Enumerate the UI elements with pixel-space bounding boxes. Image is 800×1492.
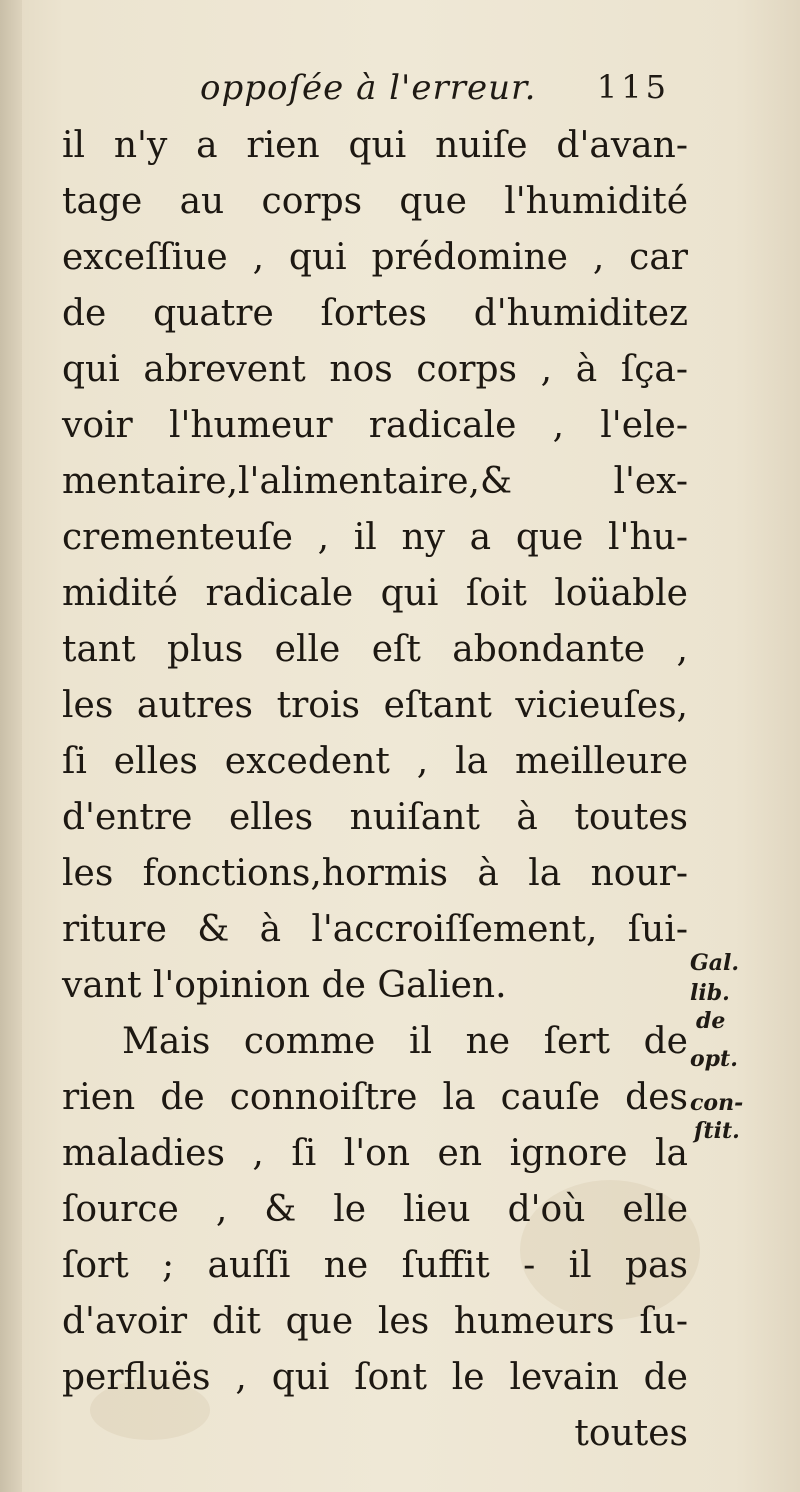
text-line: les autres trois eſtant vicieuſes, <box>62 685 688 726</box>
text-line: crementeuſe , il ny a que l'hu- <box>62 517 688 558</box>
margin-note-line: Gal. <box>690 950 740 976</box>
text-line: ſi elles excedent , la meilleure <box>62 741 688 782</box>
text-line: mentaire,l'alimentaire,& l'ex- <box>62 461 688 502</box>
margin-note-line: opt. <box>690 1046 738 1072</box>
margin-note-line: ſtit. <box>694 1118 740 1144</box>
margin-note-line: lib. <box>690 980 730 1006</box>
text-line: midité radicale qui ſoit loüable <box>62 573 688 614</box>
text-line: qui abrevent nos corps , à ſça- <box>62 349 688 390</box>
running-head <box>200 64 670 112</box>
text-line: de quatre ſortes d'humiditez <box>62 293 688 334</box>
text-line: voir l'humeur radicale , l'ele- <box>62 405 688 446</box>
text-line: perfluës , qui ſont le levain de <box>62 1357 688 1398</box>
text-line: d'avoir dit que les humeurs ſu- <box>62 1301 688 1342</box>
text-line: exceſſiue , qui prédomine , car <box>62 237 688 278</box>
text-line: riture & à l'accroiſſement, ſui- <box>62 909 688 950</box>
text-line: vant l'opinion de Galien. <box>62 965 507 1006</box>
page-gutter <box>0 0 22 1492</box>
text-line: tage au corps que l'humidité <box>62 181 688 222</box>
text-line: ſort ; auſſi ne ſuffit - il pas <box>62 1245 688 1286</box>
text-line: d'entre elles nuiſant à toutes <box>62 797 688 838</box>
margin-note-line: con- <box>690 1090 744 1116</box>
text-line: tant plus elle eſt abondante , <box>62 629 688 670</box>
catchword: toutes <box>574 1413 688 1454</box>
text-line: les fonctions,hormis à la nour- <box>62 853 688 894</box>
text-line: rien de connoiſtre la cauſe des <box>62 1077 688 1118</box>
text-line: ſource , & le lieu d'où elle <box>62 1189 688 1230</box>
text-line: maladies , ſi l'on en ignore la <box>62 1133 688 1174</box>
margin-note-line: de <box>696 1008 726 1034</box>
text-line: Mais comme il ne ſert de <box>122 1021 688 1062</box>
text-line: il n'y a rien qui nuiſe d'avan- <box>62 125 688 166</box>
page-number: 115 <box>596 68 670 106</box>
running-head-title: oppoſée à l'erreur. <box>200 68 537 108</box>
